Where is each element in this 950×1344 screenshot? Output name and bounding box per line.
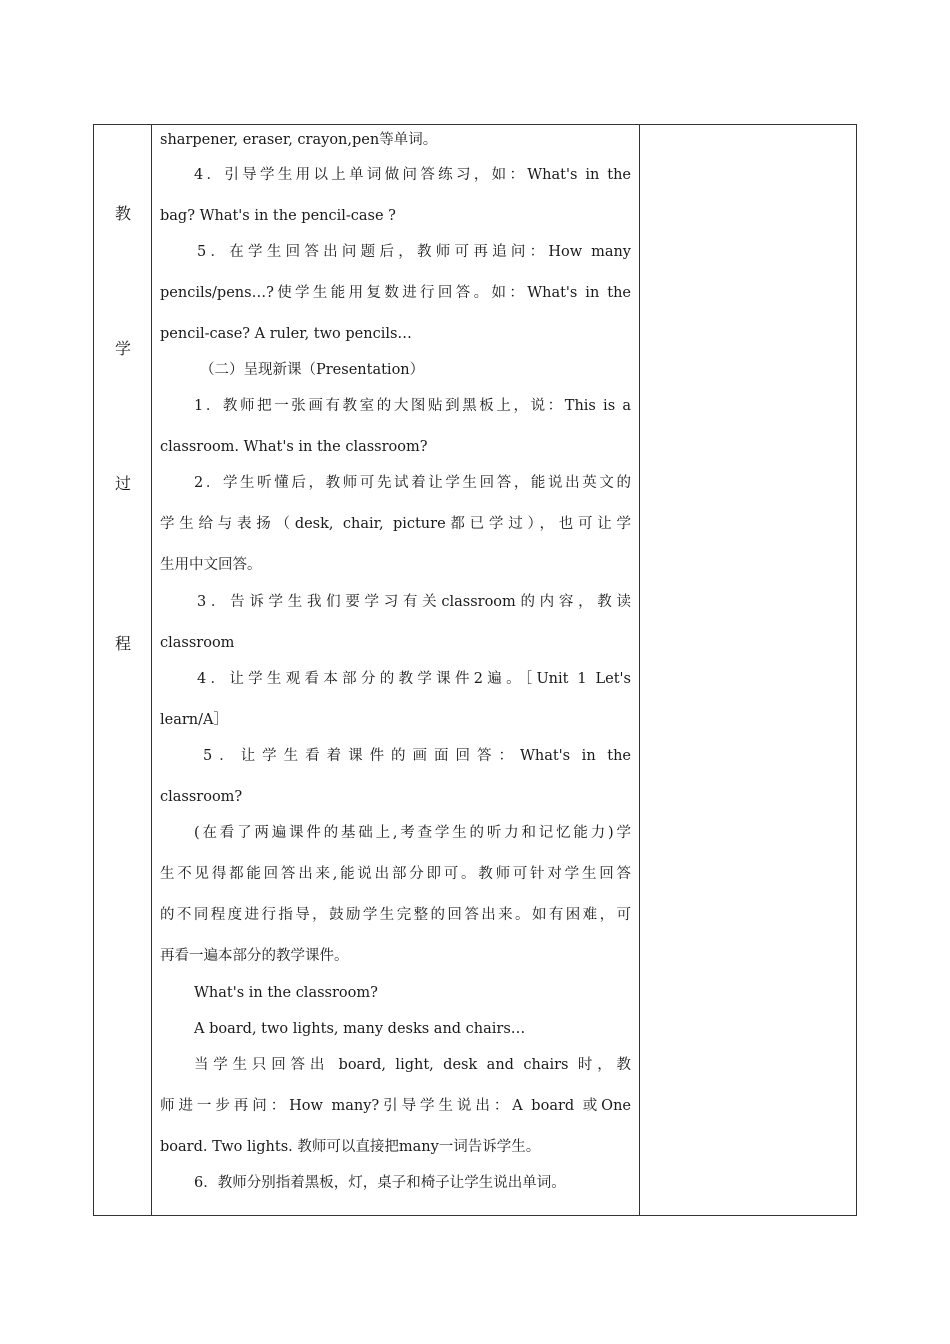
side-label-char: 教 [114, 204, 131, 223]
text-line: What's in the classroom? [194, 985, 378, 1001]
text-line: 生不见得都能回答出来,能说出部分即可。教师可针对学生回答 [160, 866, 631, 882]
text-line: 再看一遍本部分的教学课件。 [160, 948, 349, 964]
text-line: （二）呈现新课（Presentation） [200, 362, 425, 378]
text-line: 5．在学生回答出问题后，教师可再追问：How many [197, 244, 631, 260]
text-line: A board, two lights, many desks and chairs… [194, 1021, 526, 1037]
side-label-char: 程 [114, 634, 131, 653]
column-divider-left [151, 125, 152, 1215]
text-line: bag? What's in the pencil-case ? [160, 208, 396, 224]
text-line: pencils/pens…?使学生能用复数进行回答。如：What's in the [160, 285, 631, 301]
text-line: 5．让学生看着课件的画面回答：What's in the [203, 748, 631, 764]
text-line: 6．教师分别指着黑板，灯，桌子和椅子让学生说出单词。 [194, 1175, 566, 1191]
text-line: pencil-case? A ruler, two pencils… [160, 326, 412, 342]
side-label-char: 过 [114, 474, 131, 493]
text-line: board. Two lights. 教师可以直接把many一词告诉学生。 [160, 1139, 541, 1155]
lesson-table [93, 124, 857, 1216]
text-line: classroom. What's in the classroom? [160, 439, 428, 455]
text-line: learn/A］ [160, 712, 228, 728]
text-line: 师进一步再问：How many?引导学生说出：A board 或One [160, 1098, 631, 1114]
text-line: sharpener, eraser, crayon,pen等单词。 [160, 132, 438, 148]
text-line: 2．学生听懂后，教师可先试着让学生回答，能说出英文的 [194, 475, 631, 491]
text-line: 当学生只回答出 board, light, desk and chairs 时，教 [194, 1057, 631, 1073]
text-line: (在看了两遍课件的基础上,考查学生的听力和记忆能力)学 [194, 825, 631, 841]
column-divider-right [639, 125, 640, 1215]
text-line: classroom [160, 635, 235, 651]
text-line: 的不同程度进行指导，鼓励学生完整的回答出来。如有困难，可 [160, 907, 631, 923]
text-line: classroom? [160, 789, 243, 805]
text-line: 生用中文回答。 [160, 557, 262, 573]
text-line: 4．引导学生用以上单词做问答练习，如：What's in the [194, 167, 631, 183]
side-label-char: 学 [114, 339, 131, 358]
text-line: 1．教师把一张画有教室的大图贴到黑板上，说：This is a [194, 398, 631, 414]
text-line: 学生给与表扬（desk, chair, picture都已学过），也可让学 [160, 516, 631, 532]
text-line: 4．让学生观看本部分的教学课件2遍。［Unit 1 Let's [197, 671, 631, 687]
text-line: 3．告诉学生我们要学习有关classroom的内容，教读 [197, 594, 631, 610]
